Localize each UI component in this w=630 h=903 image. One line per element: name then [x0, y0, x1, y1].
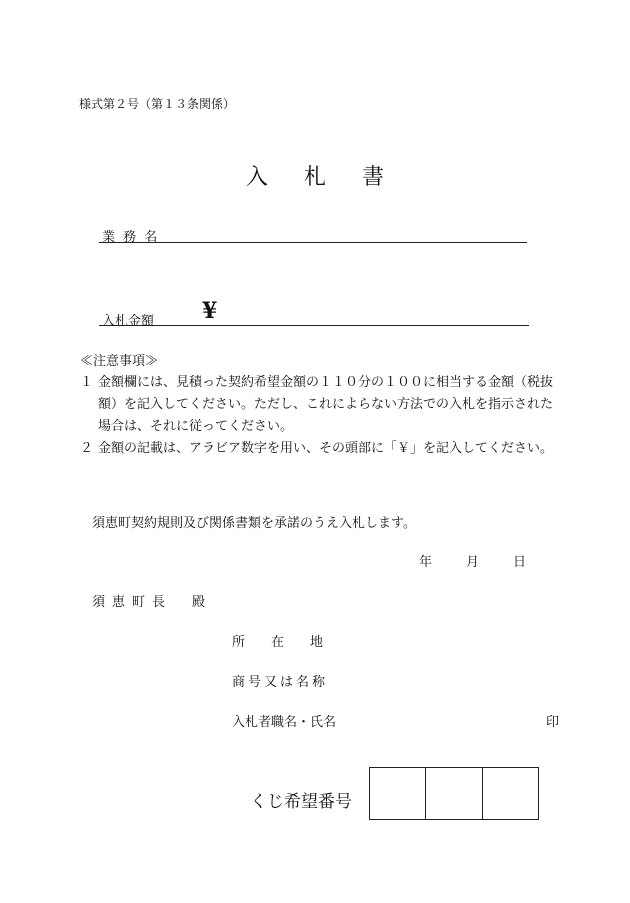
address-label: 所 在 地	[232, 635, 324, 650]
note-item-1	[80, 372, 560, 438]
business-name-label: 業 務 名	[102, 230, 160, 245]
lottery-digit-box[interactable]	[370, 768, 426, 819]
note-text: 金額の記載は、アラビア数字を用い、その頭部に「￥」を記入してください。	[98, 441, 554, 456]
lottery-number-label: くじ希望番号	[250, 792, 352, 812]
addressee: 須恵町長 殿	[92, 595, 213, 610]
business-name-line[interactable]	[99, 242, 527, 243]
date-month: 月	[466, 555, 480, 570]
date-day: 日	[513, 555, 527, 570]
yen-symbol: ¥	[202, 298, 218, 324]
trade-name-label: 商号又は名称	[232, 675, 329, 690]
note-number: ２	[80, 441, 94, 456]
note-text: 金額欄には、見積った契約希望金額の１１０分の１００に相当する金額（税抜額）を記入してください。ただし、これによらない方法での入札を指示された場合は、それに従ってください。	[98, 375, 554, 434]
bidder-name-label: 入札者職名・氏名	[232, 715, 337, 730]
lottery-digit-box[interactable]	[426, 768, 482, 819]
lottery-digit-box[interactable]	[483, 768, 538, 819]
consent-statement: 須恵町契約規則及び関係書類を承諾のうえ入札します。	[92, 516, 416, 531]
note-item-2	[80, 438, 560, 460]
bid-amount-line[interactable]	[99, 325, 529, 326]
lottery-number-boxes	[369, 767, 539, 820]
seal-mark: 印	[546, 715, 560, 730]
note-number: １	[80, 375, 94, 390]
form-number: 様式第２号（第１３条関係）	[79, 97, 236, 111]
date-year: 年	[419, 555, 433, 570]
notes-title: ≪注意事項≫	[80, 354, 159, 369]
bid-amount-label: 入札金額	[102, 314, 155, 329]
document-title: 入札書	[245, 165, 420, 190]
